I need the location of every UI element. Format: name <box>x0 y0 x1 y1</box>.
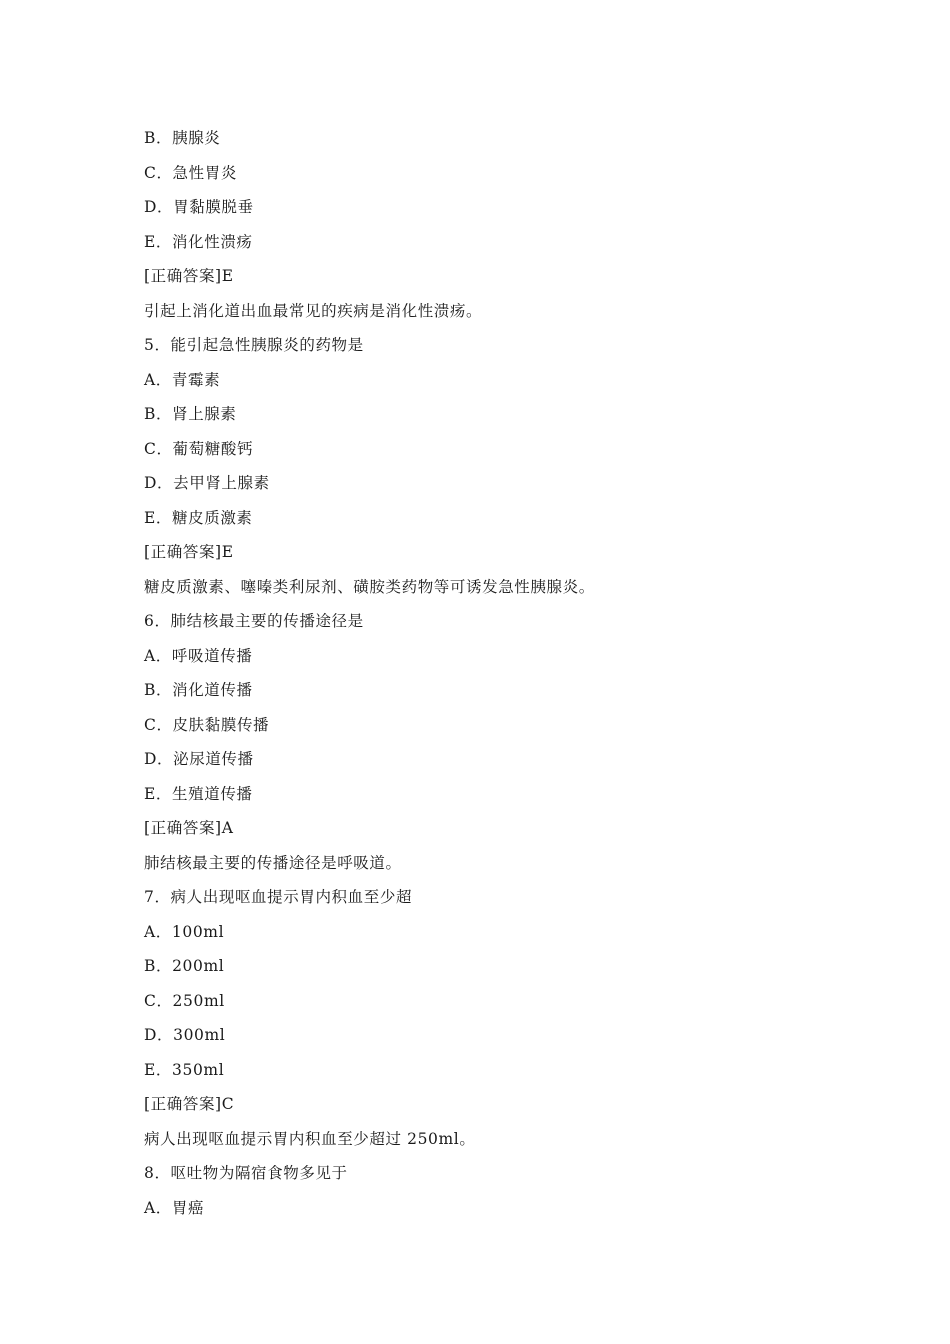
document-body <box>144 121 824 1225</box>
option-b-q6: B．消化道传播 <box>144 681 253 699</box>
option-d-q4: D．胃黏膜脱垂 <box>144 198 254 216</box>
option-b-q7: B．200ml <box>144 957 225 975</box>
answer-q5: [正确答案]E <box>144 543 234 561</box>
question-5: 5．能引起急性胰腺炎的药物是 <box>144 336 364 354</box>
option-a-q7: A．100ml <box>144 922 225 941</box>
option-c-q4: C．急性胃炎 <box>144 163 237 182</box>
question-7: 7．病人出现呕血提示胃内积血至少超 <box>144 888 413 906</box>
option-c-q6: C．皮肤黏膜传播 <box>144 715 270 734</box>
option-d-q5: D．去甲肾上腺素 <box>144 474 270 492</box>
option-a-q6: A．呼吸道传播 <box>144 646 253 665</box>
option-d-q7: D．300ml <box>144 1026 226 1044</box>
explanation-q7: 病人出现呕血提示胃内积血至少超过 250ml。 <box>144 1129 476 1148</box>
answer-q7: [正确答案]C <box>144 1095 235 1113</box>
option-e-q4: E．消化性溃疡 <box>144 232 253 251</box>
option-e-q5: E．糖皮质激素 <box>144 508 253 527</box>
option-b-q4: B．胰腺炎 <box>144 129 221 147</box>
explanation-q6: 肺结核最主要的传播途径是呼吸道。 <box>144 853 402 872</box>
option-e-q7: E．350ml <box>144 1060 225 1079</box>
option-d-q6: D．泌尿道传播 <box>144 750 254 768</box>
question-8: 8．呕吐物为隔宿食物多见于 <box>144 1164 348 1182</box>
option-b-q5: B．肾上腺素 <box>144 405 237 423</box>
option-e-q6: E．生殖道传播 <box>144 784 253 803</box>
option-a-q5: A．青霉素 <box>144 370 221 389</box>
option-c-q5: C．葡萄糖酸钙 <box>144 439 254 458</box>
explanation-q5: 糖皮质激素、噻嗪类利尿剂、磺胺类药物等可诱发急性胰腺炎。 <box>144 577 595 596</box>
answer-q4: [正确答案]E <box>144 267 234 285</box>
question-6: 6．肺结核最主要的传播途径是 <box>144 612 364 630</box>
option-a-q8: A．胃癌 <box>144 1198 205 1217</box>
answer-q6: [正确答案]A <box>144 819 234 837</box>
explanation-q4: 引起上消化道出血最常见的疾病是消化性溃疡。 <box>144 301 483 320</box>
option-c-q7: C．250ml <box>144 991 225 1010</box>
